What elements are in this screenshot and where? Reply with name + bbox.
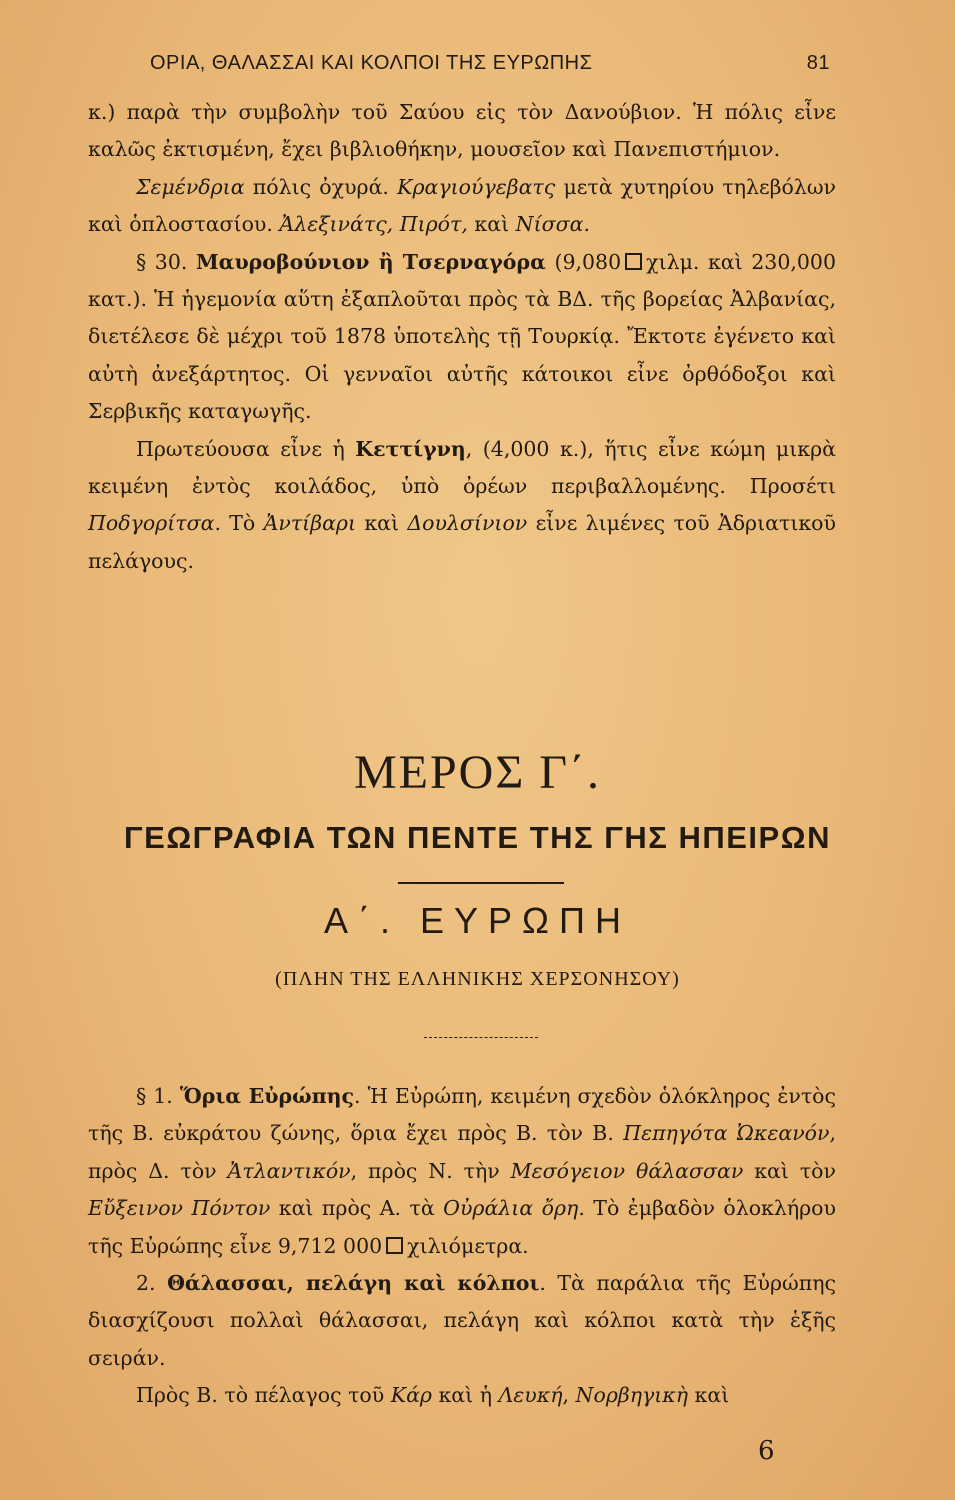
section-number: § 1. <box>136 1084 180 1108</box>
paragraph-borders <box>88 1078 836 1265</box>
paragraph-text: , (4,000 κ.), ἥτις εἶνε κώμη μικρὰ κειμένη ἐντὸς κοιλάδος, ὑπὸ ὀρέων περιβαλλομένης. Προσέτι <box>88 436 836 499</box>
section-title: Θάλασσαι, πελάγη καὶ κόλποι <box>167 1271 540 1296</box>
paragraph-text: Πρωτεύουσα εἶνε ἡ <box>136 436 356 461</box>
paragraph-belgrade <box>88 94 836 169</box>
paragraph-text: μετὰ χυτηρίου τηλεβόλων καὶ ὁπλοστασίου. <box>88 174 836 237</box>
paragraph-text: εἶνε λιμένες τοῦ Ἀδριατικοῦ πελάγους. <box>88 511 836 573</box>
paragraph-text: , πρὸς Ν. τὴν <box>350 1158 511 1183</box>
paragraph-text: . <box>583 212 590 237</box>
exception-subtitle: (ΠΛΗΝ ΤΗΣ ΕΛΛΗΝΙΚΗΣ ΧΕΡΣΟΝΗΣΟΥ) <box>275 968 680 990</box>
paragraph-text: καὶ τὸν <box>743 1158 836 1183</box>
dashed-divider <box>424 1037 538 1038</box>
place-name: Ἀτλαντικόν <box>227 1158 351 1183</box>
geography-heading: ΓΕΩΓΡΑΦΙΑ ΤΩΝ ΠΕΝΤΕ ΤΗΣ ΓΗΣ ΗΠΕΙΡΩΝ <box>124 820 831 855</box>
section-number: 2. <box>136 1271 168 1296</box>
place-name: Μεσόγειον θάλασσαν <box>510 1158 744 1183</box>
paragraph-montenegro <box>88 244 836 431</box>
section-title: Ὅρια Εὐρώπης <box>179 1084 355 1108</box>
paragraph-text: καὶ <box>467 212 516 237</box>
square-symbol-icon <box>386 1237 403 1254</box>
place-name: Κραγιούγεβατς <box>397 174 556 199</box>
place-name: Λευκή <box>498 1383 563 1408</box>
place-name: Κάρ <box>390 1383 432 1408</box>
europe-heading: Α΄. ΕΥΡΩΠΗ <box>324 900 631 941</box>
paragraph-text: . Τὰ παράλια τῆς Εὐρώπης διασχίζουσι πολλαὶ θάλασσαι, πελάγη καὶ κόλποι κατὰ τὴν ἑξῆς σειράν. <box>88 1271 836 1370</box>
place-name: Ποδγορίτσα <box>88 511 215 536</box>
place-name: Ἀλεξινάτς, Πιρότ, <box>279 212 468 237</box>
place-name: Ἀντίβαρι <box>263 511 357 536</box>
signature-mark: 6 <box>758 1436 775 1466</box>
paragraph-text: , <box>562 1383 576 1408</box>
paragraph-text: (9,080 <box>545 249 622 274</box>
paragraph-text: πόλις ὀχυρά. <box>244 174 398 199</box>
paragraph-text: χιλμ. καὶ 230,000 κατ.). Ἡ ἡγεμονία αὕτη ἐξαπλοῦται πρὸς τὰ ΒΔ. τῆς βορείας Ἀλβανίας, διετέλεσε δὲ μέχρι τοῦ 1878 ὑποτελὴς τῇ Τουρκίᾳ. Ἔκτοτε ἐγένετο καὶ αὐτὴ ἀνεξάρτητος. Οἱ γενναῖοι αὐτῆς κάτοικοι εἶνε ὀρθόδοξοι καὶ Σερβικῆς καταγωγῆς. <box>88 249 837 424</box>
page-number: 81 <box>806 52 830 74</box>
place-name: Νορβηγικὴ <box>575 1383 689 1408</box>
place-name: Σεμένδρια <box>136 174 245 199</box>
paragraph-text: . Ἡ Εὐρώπη, κειμένη σχεδὸν ὁλόκληρος ἐντὸς τῆς Β. εὐκράτου ζώνης, ὅρια ἔχει πρὸς Β. τὸν Β. <box>88 1084 837 1146</box>
paragraph-text: χιλιόμετρα. <box>407 1233 529 1258</box>
part-heading: ΜΕΡΟΣ Γ΄. <box>353 746 602 799</box>
running-title: ΟΡΙΑ, ΘΑΛΑΣΣΑΙ ΚΑΙ ΚΟΛΠΟΙ ΤΗΣ ΕΥΡΩΠΗΣ <box>150 52 593 74</box>
square-symbol-icon <box>625 253 642 270</box>
heading-divider <box>398 882 564 884</box>
paragraph-text: Πρὸς Β. τὸ πέλαγος τοῦ <box>136 1383 391 1408</box>
running-header <box>150 52 830 75</box>
paragraph-text: καὶ <box>688 1383 730 1408</box>
paragraph-serbian-towns <box>88 169 836 244</box>
paragraph-text: καὶ πρὸς Α. τὰ <box>270 1196 444 1221</box>
place-name: Πεπηγότα Ὠκεανόν <box>623 1121 830 1146</box>
paragraph-seas <box>88 1265 836 1377</box>
section-title: Μαυροβούνιον ἢ Τσερναγόρα <box>195 249 546 274</box>
place-name: Δουλσίνιον <box>407 511 528 536</box>
place-name: Οὐράλια ὄρη <box>443 1196 579 1221</box>
paragraph-text: καὶ <box>356 511 408 536</box>
body-text-top <box>88 94 836 580</box>
paragraph-north-seas <box>88 1377 836 1414</box>
paragraph-text: , πρὸς Δ. τὸν <box>88 1121 836 1183</box>
paragraph-text: . Τὸ <box>214 511 264 536</box>
place-name: Κεττίγνη <box>355 436 466 461</box>
place-name: Εὔξεινον Πόντον <box>88 1196 271 1221</box>
section-number: § 30. <box>136 249 196 274</box>
place-name: Νίσσα <box>515 212 584 237</box>
paragraph-text: . Τὸ ἐμβαδὸν ὁλοκλήρου τῆς Εὐρώπης εἶνε 9,712 000 <box>88 1196 836 1258</box>
body-text-bottom <box>88 1078 836 1415</box>
paragraph-text: κ.) παρὰ τὴν συμβολὴν τοῦ Σαύου εἰς τὸν Δανούβιον. Ἡ πόλις εἶνε καλῶς ἐκτισμένη, ἔχει βιβλιοθήκην, μουσεῖον καὶ Πανεπιστήμιον. <box>88 100 836 162</box>
paragraph-text: καὶ ἡ <box>431 1383 499 1408</box>
paragraph-capital <box>88 431 836 581</box>
